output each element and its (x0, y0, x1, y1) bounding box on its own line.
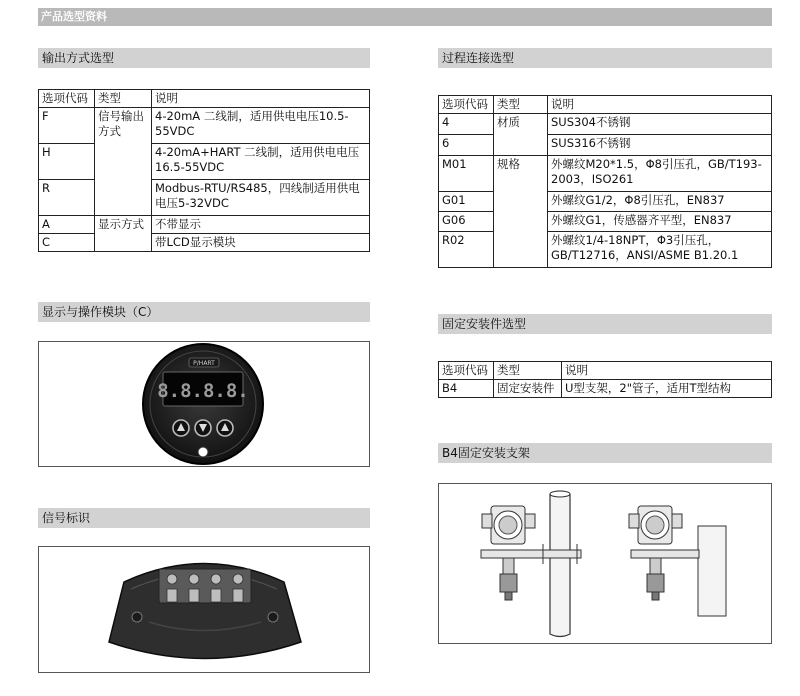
table-row (439, 135, 772, 156)
process-section-heading: 过程连接选型 (438, 48, 772, 68)
mounting-table (438, 361, 772, 398)
table-row (439, 212, 772, 232)
table-row (39, 180, 370, 216)
option-code: G01 (439, 192, 494, 212)
header-type: 类型 (494, 362, 562, 380)
output-table (38, 89, 370, 252)
option-code: F (39, 108, 95, 144)
option-desc: U型支架，2"管子，适用T型结构 (562, 380, 772, 398)
table-row (439, 192, 772, 212)
option-code: H (39, 144, 95, 180)
table-row (39, 108, 370, 144)
mounting-bracket-illustration (439, 484, 771, 643)
table-row (39, 216, 370, 234)
signal-box (38, 546, 370, 673)
option-type-spec: 规格 (494, 156, 548, 268)
option-type-material: 材质 (494, 114, 548, 156)
table-header-row (39, 90, 370, 108)
option-desc: SUS304不锈钢 (548, 114, 772, 135)
table-row (39, 234, 370, 252)
table-row (439, 380, 772, 398)
table-row (39, 144, 370, 180)
option-desc: 4-20mA 二线制，适用供电电压10.5-55VDC (152, 108, 370, 144)
terminal-block-illustration (39, 547, 369, 672)
option-type-display: 显示方式 (95, 216, 152, 252)
option-desc: 外螺纹G1/2，Φ8引压孔，EN837 (548, 192, 772, 212)
lcd-digits: 8.8.8.8. (157, 380, 249, 402)
option-code: 4 (439, 114, 494, 135)
header-desc: 说明 (152, 90, 370, 108)
display-section-heading: 显示与操作模块（C） (38, 302, 370, 322)
option-code: B4 (439, 380, 494, 398)
header-code: 选项代码 (39, 90, 95, 108)
header-desc: 说明 (562, 362, 772, 380)
table-row (439, 114, 772, 135)
option-desc: Modbus-RTU/RS485，四线制适用供电电压5-32VDC (152, 180, 370, 216)
option-desc: 不带显示 (152, 216, 370, 234)
bracket-section-heading: B4固定安装支架 (438, 443, 772, 463)
option-desc: 外螺纹M20*1.5，Φ8引压孔，GB/T193-2003，ISO261 (548, 156, 772, 192)
header-type: 类型 (95, 90, 152, 108)
mounting-section-heading: 固定安装件选型 (438, 314, 772, 334)
option-desc: 带LCD显示模块 (152, 234, 370, 252)
option-code: R02 (439, 232, 494, 268)
page-title: 产品选型资料 (38, 8, 772, 26)
option-type: 固定安装件 (494, 380, 562, 398)
option-type-signal: 信号输出方式 (95, 108, 152, 216)
option-code: C (39, 234, 95, 252)
display-module-box (38, 341, 370, 467)
table-header-row (439, 96, 772, 114)
bracket-box (438, 483, 772, 644)
table-row (439, 156, 772, 192)
option-desc: 外螺纹G1，传感器齐平型，EN837 (548, 212, 772, 232)
signal-section-heading: 信号标识 (38, 508, 370, 528)
table-header-row (439, 362, 772, 380)
option-code: M01 (439, 156, 494, 192)
option-desc: SUS316不锈钢 (548, 135, 772, 156)
option-desc: 外螺纹1/4-18NPT，Φ3引压孔，GB/T12716，ANSI/ASME B1.20.1 (548, 232, 772, 268)
option-code: G06 (439, 212, 494, 232)
option-code: A (39, 216, 95, 234)
header-code: 选项代码 (439, 96, 494, 114)
table-row (439, 232, 772, 268)
module-badge: P/HART (193, 360, 215, 367)
option-code: R (39, 180, 95, 216)
header-desc: 说明 (548, 96, 772, 114)
process-table (438, 95, 772, 268)
lcd-display-module-illustration (39, 342, 369, 466)
option-code: 6 (439, 135, 494, 156)
header-code: 选项代码 (439, 362, 494, 380)
header-type: 类型 (494, 96, 548, 114)
output-section-heading: 输出方式选型 (38, 48, 370, 68)
option-desc: 4-20mA+HART 二线制，适用供电电压16.5-55VDC (152, 144, 370, 180)
